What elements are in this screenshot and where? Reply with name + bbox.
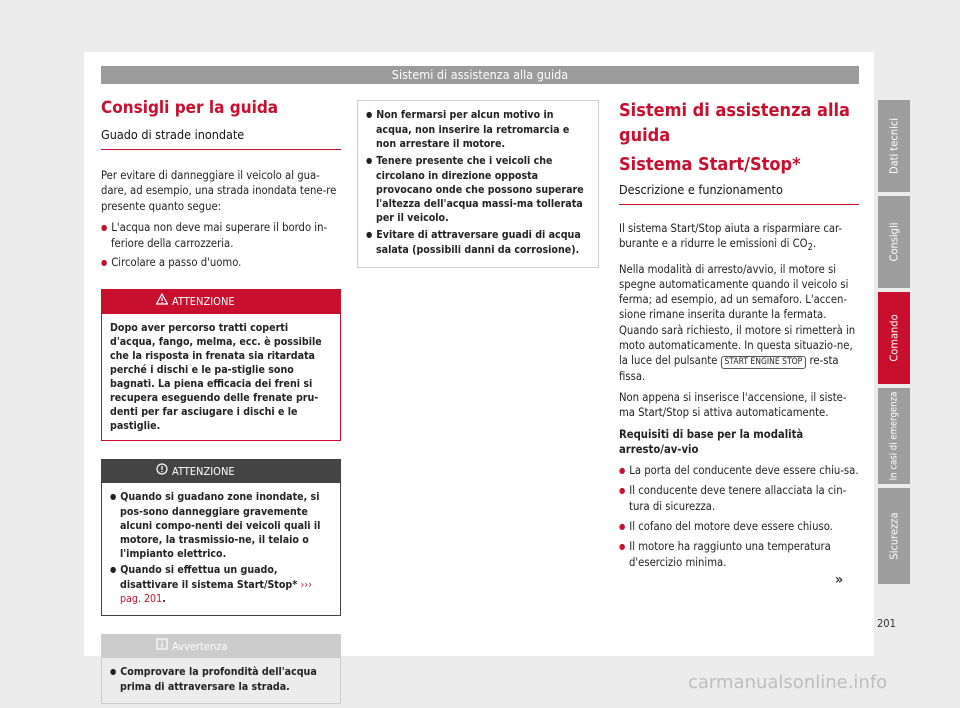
list-item: ● Tenere presente che i veicoli che circolano in direzione opposta provocano onde che possono superare l'altezza dell'acqua massi-ma tollerata per il veicolo. — [366, 154, 590, 225]
subscript: 2 — [807, 242, 813, 254]
list-item-text: Quando si effettua un guado, disattivare il sistema Start/Stop* — [120, 563, 298, 591]
continued-warning-box — [357, 100, 599, 268]
tab-label: Comando — [887, 314, 901, 362]
intro-paragraph: Per evitare di danneggiare il veicolo al gua-dare, ad esempio, una strada inondata tene-re presente quanto segue: — [101, 169, 337, 213]
paragraph-end: . — [812, 237, 817, 251]
tab-comando[interactable] — [878, 292, 910, 384]
page-number: 201 — [877, 617, 896, 630]
list-item: ● La porta del conducente deve essere chiu-sa. — [619, 463, 859, 479]
note-header — [102, 635, 340, 658]
warning-header — [102, 290, 340, 313]
warning-box-red — [101, 289, 341, 440]
paragraph — [619, 262, 859, 384]
list-item: ● Non fermarsi per alcun motivo in acqua, non inserire la retromarcia e non arrestare il motore. — [366, 108, 590, 151]
info-icon — [156, 638, 168, 650]
tab-label: Sicurezza — [887, 512, 901, 560]
note-box — [101, 634, 341, 704]
tab-label: Dati tecnici — [887, 117, 901, 175]
requirements-title: Requisiti di base per la modalità arresto/av-vio — [619, 427, 804, 456]
continue-arrow: » — [835, 572, 844, 588]
note-label: Avvertenza — [172, 639, 228, 653]
paragraph-text: Nella modalità di arresto/avvio, il motore si spegne automaticamente quando il veicolo si ferma; ad esempio, ad un semaforo. L'accen-sione rimane inserita durante la fermata. Quando sarà richiesto, il motore si rimetterà in moto automaticamente. In questa situazio-ne, la luce del pulsante — [619, 262, 856, 368]
list-item: ● Quando si guadano zone inondate, si pos-sono danneggiare gravemente alcuni compo-nenti dei veicoli quali il motore, la trasmissio-ne, il telaio o l'impianto elettrico. — [110, 490, 332, 561]
chapter-title: Sistemi di assistenza alla guida — [619, 100, 850, 146]
column-left — [101, 98, 341, 704]
list-item: ● Il motore ha raggiunto una temperatura d'esercizio minima. — [619, 539, 859, 570]
warning-box-dark — [101, 459, 341, 616]
warning-triangle-icon — [156, 293, 168, 305]
list-item: ● Circolare a passo d'uomo. — [101, 255, 341, 271]
list-item: ● Comprovare la profondità dell'acqua prima di attraversare la strada. — [110, 665, 332, 694]
tab-label: Consigli — [887, 222, 901, 262]
column-right — [619, 98, 859, 574]
page-header: Sistemi di assistenza alla guida — [101, 66, 859, 84]
tab-in-casi-di-emergenza[interactable] — [878, 388, 910, 484]
caution-circle-icon — [156, 463, 168, 475]
list-item: ● Evitare di attraversare guadi di acqua salata (possibili danni da corrosione). — [366, 228, 590, 257]
tab-dati-tecnici[interactable] — [878, 100, 910, 192]
paragraph-end: re-sta fissa. — [619, 354, 839, 384]
watermark: carmanualsonline.info — [688, 672, 888, 693]
list-item: ● L'acqua non deve mai superare il bordo in-feriore della carrozzeria. — [101, 220, 341, 251]
subsection-title: Descrizione e funzionamento — [619, 182, 859, 205]
note-content — [102, 658, 340, 703]
list-item: ● Il conducente deve tenere allacciata la cin-tura di sicurezza. — [619, 483, 859, 514]
paragraph: Non appena si inserisce l'accensione, il siste-ma Start/Stop si attiva automaticamente. — [619, 391, 847, 420]
tab-sicurezza[interactable] — [878, 488, 910, 584]
column-middle — [357, 100, 599, 268]
list-item-end: . — [162, 592, 166, 605]
warning-header — [102, 460, 340, 483]
warning-content — [102, 483, 340, 615]
paragraph-text: Il sistema Start/Stop aiuta a risparmiare car-burante e a ridurre le emissioni di CO — [619, 222, 843, 251]
tab-consigli[interactable] — [878, 196, 910, 288]
list-item: ● Il cofano del motore deve essere chiuso. — [619, 519, 859, 535]
subsection-title: Guado di strade inondate — [101, 127, 341, 150]
start-engine-stop-key: START ENGINE STOP — [721, 356, 807, 369]
tab-label: In casi di emergenza — [888, 391, 900, 481]
section-title: Sistema Start/Stop* — [619, 154, 801, 175]
list-item — [110, 563, 332, 606]
page-link[interactable]: ››› pag. 201 — [120, 578, 312, 605]
warning-label: ATTENZIONE — [172, 295, 235, 309]
warning-text: Dopo aver percorso tratti coperti d'acqua, fango, melma, ecc. è possibile che la risposta in frenata sia ritardata perché i dischi e le pa-stiglie sono bagnati. La piena efficacia dei freni si recupera eseguendo delle frenate pru-denti per far asciugare i dischi e le pastiglie. — [110, 321, 322, 432]
paragraph — [619, 221, 859, 256]
warning-label: ATTENZIONE — [172, 464, 235, 478]
section-title: Consigli per la guida — [101, 98, 279, 118]
